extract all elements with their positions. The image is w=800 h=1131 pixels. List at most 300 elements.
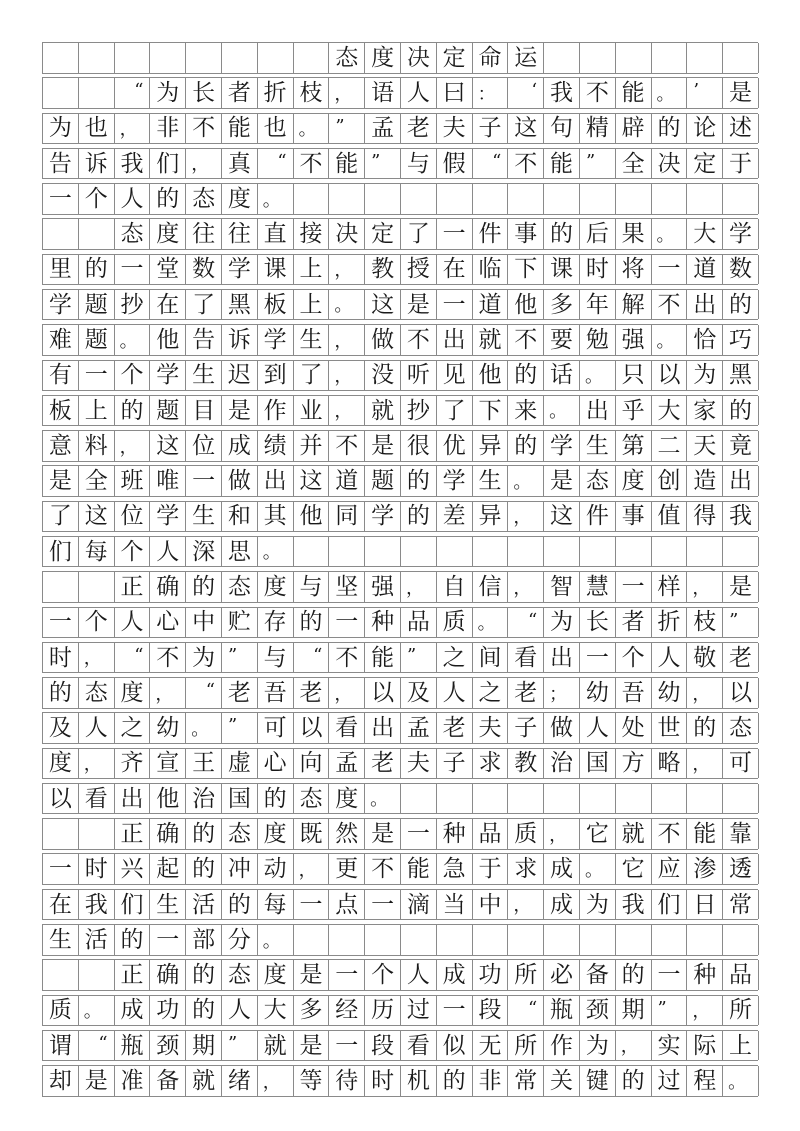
char-cell: 全 — [79, 466, 115, 496]
text-row — [42, 360, 758, 392]
char-cell: 吾 — [258, 678, 294, 708]
char-cell: 所 — [723, 996, 759, 1026]
char-cell: 态 — [222, 960, 258, 990]
char-cell: 孟 — [401, 713, 437, 743]
grid-cell-empty — [43, 819, 79, 849]
grid-cell-empty — [687, 784, 723, 814]
grid-cell-empty — [723, 184, 759, 214]
char-cell: 他 — [473, 361, 509, 391]
char-cell: 一 — [652, 255, 688, 285]
char-cell: ， — [186, 149, 222, 179]
grid-cell-empty — [723, 784, 759, 814]
char-cell: 数 — [723, 255, 759, 285]
char-cell: 度 — [150, 219, 186, 249]
char-cell: 成 — [437, 960, 473, 990]
char-cell: 话 — [544, 361, 580, 391]
char-cell: ， — [329, 361, 365, 391]
char-cell: 做 — [365, 325, 401, 355]
char-cell: 作 — [544, 1031, 580, 1061]
grid-cell-empty — [616, 184, 652, 214]
char-cell: 成 — [544, 890, 580, 920]
char-cell: 态 — [723, 713, 759, 743]
char-cell: ’ — [687, 78, 723, 108]
char-cell: 世 — [652, 713, 688, 743]
text-row — [42, 818, 758, 850]
char-cell: ： — [473, 78, 509, 108]
char-cell: 治 — [186, 784, 222, 814]
text-row — [42, 113, 758, 145]
text-row — [42, 1030, 758, 1062]
char-cell: 也 — [258, 114, 294, 144]
char-cell: 出 — [365, 713, 401, 743]
char-cell: 往 — [186, 219, 222, 249]
char-cell: 并 — [294, 431, 330, 461]
text-row — [42, 995, 758, 1027]
char-cell: 是 — [401, 290, 437, 320]
char-cell: 的 — [115, 925, 151, 955]
char-cell: 夫 — [401, 749, 437, 779]
char-cell: 的 — [258, 784, 294, 814]
char-cell: 。 — [580, 361, 616, 391]
char-cell: 。 — [652, 219, 688, 249]
char-cell: 位 — [186, 431, 222, 461]
char-cell: 确 — [150, 572, 186, 602]
char-cell: 们 — [43, 537, 79, 567]
char-cell: 向 — [294, 749, 330, 779]
char-cell: 不 — [508, 149, 544, 179]
text-row — [42, 959, 758, 991]
title-char-cell: 决 — [401, 43, 437, 73]
char-cell: 度 — [258, 572, 294, 602]
char-cell: 一 — [79, 361, 115, 391]
grid-cell-empty — [150, 43, 186, 73]
char-cell: 程 — [687, 1066, 723, 1096]
char-cell: 王 — [186, 749, 222, 779]
char-cell: 成 — [544, 854, 580, 884]
char-cell: 它 — [616, 854, 652, 884]
char-cell: 上 — [79, 396, 115, 426]
char-cell: 竟 — [723, 431, 759, 461]
char-cell: 在 — [437, 255, 473, 285]
char-cell: 迟 — [222, 361, 258, 391]
char-cell: 冲 — [222, 854, 258, 884]
char-cell: 方 — [616, 749, 652, 779]
char-cell: 有 — [43, 361, 79, 391]
grid-cell-empty — [544, 925, 580, 955]
char-cell: 老 — [294, 678, 330, 708]
char-cell: 。 — [544, 396, 580, 426]
char-cell: “ — [186, 678, 222, 708]
char-cell: 事 — [508, 219, 544, 249]
char-cell: ， — [544, 819, 580, 849]
char-cell: ， — [115, 431, 151, 461]
char-cell: ， — [329, 396, 365, 426]
char-cell: 我 — [544, 78, 580, 108]
text-row — [42, 465, 758, 497]
grid-cell-empty — [687, 43, 723, 73]
char-cell: 求 — [508, 854, 544, 884]
char-cell: 学 — [544, 431, 580, 461]
char-cell: 将 — [616, 255, 652, 285]
text-row — [42, 853, 758, 885]
char-cell: 句 — [544, 114, 580, 144]
char-cell: 能 — [616, 78, 652, 108]
char-cell: 生 — [150, 890, 186, 920]
char-cell: 段 — [365, 1031, 401, 1061]
char-cell: 一 — [437, 219, 473, 249]
char-cell: 齐 — [115, 749, 151, 779]
char-cell: 关 — [544, 1066, 580, 1096]
text-row — [42, 783, 758, 815]
char-cell: 智 — [544, 572, 580, 602]
char-cell: 态 — [222, 819, 258, 849]
char-cell: 是 — [79, 1066, 115, 1096]
char-cell: 这 — [79, 502, 115, 532]
char-cell: 准 — [115, 1066, 151, 1096]
char-cell: 目 — [186, 396, 222, 426]
char-cell: 黑 — [723, 361, 759, 391]
char-cell: 。 — [580, 854, 616, 884]
char-cell: 来 — [508, 396, 544, 426]
char-cell: 就 — [258, 1031, 294, 1061]
char-cell: 国 — [222, 784, 258, 814]
char-cell: 部 — [186, 925, 222, 955]
char-cell: 不 — [508, 325, 544, 355]
text-row — [42, 395, 758, 427]
char-cell: 。 — [186, 713, 222, 743]
char-cell: 颈 — [150, 1031, 186, 1061]
char-cell: 间 — [473, 643, 509, 673]
char-cell: 时 — [580, 255, 616, 285]
char-cell: 无 — [473, 1031, 509, 1061]
grid-cell-empty — [222, 43, 258, 73]
char-cell: 勉 — [580, 325, 616, 355]
grid-cell-empty — [580, 43, 616, 73]
char-cell: 种 — [437, 819, 473, 849]
char-cell: 在 — [150, 290, 186, 320]
char-cell: ” — [580, 149, 616, 179]
char-cell: ， — [616, 1031, 652, 1061]
char-cell: 的 — [723, 290, 759, 320]
char-cell: 人 — [437, 678, 473, 708]
char-cell: 却 — [43, 1066, 79, 1096]
char-cell: 生 — [43, 925, 79, 955]
grid-cell-empty — [401, 537, 437, 567]
char-cell: 创 — [652, 466, 688, 496]
char-cell: 信 — [473, 572, 509, 602]
char-cell: 这 — [508, 114, 544, 144]
char-cell: 只 — [616, 361, 652, 391]
composition-grid — [42, 42, 758, 1097]
char-cell: 件 — [473, 219, 509, 249]
grid-cell-empty — [508, 184, 544, 214]
text-row — [42, 1065, 758, 1097]
char-cell: 夫 — [473, 713, 509, 743]
char-cell: 是 — [723, 78, 759, 108]
char-cell: 经 — [329, 996, 365, 1026]
char-cell: 了 — [437, 396, 473, 426]
char-cell: 乎 — [616, 396, 652, 426]
grid-cell-empty — [365, 184, 401, 214]
grid-cell-empty — [616, 784, 652, 814]
char-cell: 幼 — [580, 678, 616, 708]
char-cell: 孟 — [329, 749, 365, 779]
char-cell: 一 — [365, 890, 401, 920]
char-cell: 值 — [652, 502, 688, 532]
char-cell: 作 — [258, 396, 294, 426]
char-cell: ， — [329, 78, 365, 108]
char-cell: 之 — [473, 678, 509, 708]
char-cell: 老 — [508, 678, 544, 708]
char-cell: 没 — [365, 361, 401, 391]
char-cell: 不 — [329, 643, 365, 673]
char-cell: 的 — [401, 466, 437, 496]
char-cell: 不 — [329, 431, 365, 461]
grid-cell-empty — [687, 184, 723, 214]
char-cell: 成 — [115, 996, 151, 1026]
char-cell: 求 — [473, 749, 509, 779]
grid-cell-empty — [79, 43, 115, 73]
title-char-cell: 运 — [508, 43, 544, 73]
char-cell: 强 — [616, 325, 652, 355]
char-cell: 一 — [294, 890, 330, 920]
char-cell: 就 — [365, 396, 401, 426]
char-cell: 我 — [79, 890, 115, 920]
grid-cell-empty — [365, 537, 401, 567]
char-cell: 上 — [723, 1031, 759, 1061]
char-cell: 不 — [652, 290, 688, 320]
char-cell: 异 — [473, 431, 509, 461]
grid-cell-empty — [115, 43, 151, 73]
char-cell: 时 — [365, 1066, 401, 1096]
char-cell: 的 — [616, 1066, 652, 1096]
char-cell: 为 — [580, 890, 616, 920]
grid-cell-empty — [580, 537, 616, 567]
grid-cell-empty — [652, 784, 688, 814]
char-cell: 必 — [544, 960, 580, 990]
char-cell: 及 — [401, 678, 437, 708]
char-cell: 成 — [222, 431, 258, 461]
char-cell: 到 — [258, 361, 294, 391]
char-cell: 了 — [294, 361, 330, 391]
char-cell: 题 — [365, 466, 401, 496]
char-cell: 一 — [115, 255, 151, 285]
char-cell: 课 — [544, 255, 580, 285]
char-cell: 生 — [186, 502, 222, 532]
char-cell: 长 — [186, 78, 222, 108]
char-cell: 确 — [150, 819, 186, 849]
char-cell: ， — [329, 678, 365, 708]
char-cell: 度 — [43, 749, 79, 779]
char-cell: 往 — [222, 219, 258, 249]
char-cell: 这 — [294, 466, 330, 496]
title-row — [42, 42, 758, 74]
char-cell: 品 — [723, 960, 759, 990]
char-cell: 造 — [687, 466, 723, 496]
char-cell: 之 — [115, 713, 151, 743]
grid-cell-empty — [473, 784, 509, 814]
char-cell: 辟 — [616, 114, 652, 144]
char-cell: 的 — [687, 713, 723, 743]
char-cell: 兴 — [115, 854, 151, 884]
text-row — [42, 254, 758, 286]
char-cell: 段 — [473, 996, 509, 1026]
char-cell: 是 — [222, 396, 258, 426]
char-cell: 滴 — [401, 890, 437, 920]
char-cell: 天 — [687, 431, 723, 461]
char-cell: 是 — [294, 960, 330, 990]
char-cell: 黑 — [222, 290, 258, 320]
char-cell: 日 — [687, 890, 723, 920]
char-cell: 老 — [401, 114, 437, 144]
grid-cell-empty — [401, 925, 437, 955]
char-cell: 心 — [150, 608, 186, 638]
char-cell: 看 — [401, 1031, 437, 1061]
char-cell: 处 — [616, 713, 652, 743]
char-cell: 述 — [723, 114, 759, 144]
char-cell: 出 — [687, 290, 723, 320]
text-row — [42, 712, 758, 744]
char-cell: 种 — [687, 960, 723, 990]
char-cell: ” — [365, 149, 401, 179]
char-cell: 生 — [186, 361, 222, 391]
char-cell: 老 — [437, 713, 473, 743]
char-cell: 幼 — [150, 713, 186, 743]
char-cell: 历 — [365, 996, 401, 1026]
char-cell: 样 — [652, 572, 688, 602]
char-cell: 难 — [43, 325, 79, 355]
char-cell: 夫 — [437, 114, 473, 144]
char-cell: 中 — [473, 890, 509, 920]
text-row — [42, 642, 758, 674]
char-cell: 题 — [79, 290, 115, 320]
char-cell: 一 — [43, 608, 79, 638]
char-cell: 能 — [544, 149, 580, 179]
char-cell: 优 — [437, 431, 473, 461]
char-cell: 板 — [258, 290, 294, 320]
char-cell: 是 — [365, 819, 401, 849]
char-cell: 态 — [294, 784, 330, 814]
grid-cell-empty — [687, 925, 723, 955]
char-cell: 度 — [329, 784, 365, 814]
text-row — [42, 501, 758, 533]
grid-cell-empty — [652, 537, 688, 567]
char-cell: 在 — [43, 890, 79, 920]
char-cell: 功 — [150, 996, 186, 1026]
char-cell: 我 — [115, 149, 151, 179]
char-cell: 者 — [222, 78, 258, 108]
char-cell: 动 — [258, 854, 294, 884]
char-cell: “ — [79, 1031, 115, 1061]
char-cell: 唯 — [150, 466, 186, 496]
char-cell: ， — [687, 572, 723, 602]
char-cell: 。 — [652, 78, 688, 108]
char-cell: 生 — [294, 325, 330, 355]
char-cell: 出 — [115, 784, 151, 814]
char-cell: 诉 — [79, 149, 115, 179]
char-cell: 人 — [115, 608, 151, 638]
char-cell: 就 — [616, 819, 652, 849]
char-cell: 等 — [294, 1066, 330, 1096]
text-row — [42, 324, 758, 356]
char-cell: 了 — [43, 502, 79, 532]
char-cell: 幼 — [652, 678, 688, 708]
char-cell: 与 — [258, 643, 294, 673]
grid-cell-empty — [723, 925, 759, 955]
char-cell: 曰 — [437, 78, 473, 108]
char-cell: 看 — [329, 713, 365, 743]
char-cell: 以 — [723, 678, 759, 708]
char-cell: 学 — [43, 290, 79, 320]
char-cell: 正 — [115, 819, 151, 849]
char-cell: 。 — [258, 925, 294, 955]
char-cell: ” — [222, 643, 258, 673]
char-cell: 备 — [150, 1066, 186, 1096]
char-cell: 件 — [580, 502, 616, 532]
char-cell: 吾 — [616, 678, 652, 708]
char-cell: 我 — [723, 502, 759, 532]
char-cell: 为 — [150, 78, 186, 108]
title-char-cell: 定 — [437, 43, 473, 73]
char-cell: 分 — [222, 925, 258, 955]
char-cell: 人 — [401, 960, 437, 990]
char-cell: 了 — [401, 219, 437, 249]
char-cell: 以 — [652, 361, 688, 391]
char-cell: 一 — [43, 184, 79, 214]
char-cell: 题 — [150, 396, 186, 426]
char-cell: 一 — [437, 290, 473, 320]
char-cell: 直 — [258, 219, 294, 249]
char-cell: ， — [150, 678, 186, 708]
char-cell: 于 — [473, 854, 509, 884]
char-cell: 一 — [186, 466, 222, 496]
char-cell: 的 — [115, 396, 151, 426]
char-cell: 质 — [508, 819, 544, 849]
char-cell: 常 — [508, 1066, 544, 1096]
char-cell: 上 — [294, 290, 330, 320]
char-cell: 时 — [43, 643, 79, 673]
char-cell: 度 — [222, 184, 258, 214]
char-cell: 为 — [43, 114, 79, 144]
char-cell: 他 — [508, 290, 544, 320]
char-cell: “ — [508, 608, 544, 638]
char-cell: 它 — [580, 819, 616, 849]
char-cell: 际 — [687, 1031, 723, 1061]
grid-cell-empty — [508, 537, 544, 567]
char-cell: 。 — [79, 996, 115, 1026]
char-cell: 之 — [437, 643, 473, 673]
grid-cell-empty — [43, 43, 79, 73]
char-cell: 过 — [401, 996, 437, 1026]
char-cell: 种 — [365, 608, 401, 638]
text-row — [42, 607, 758, 639]
grid-cell-empty — [437, 537, 473, 567]
char-cell: 深 — [186, 537, 222, 567]
grid-cell-empty — [43, 78, 79, 108]
grid-cell-empty — [544, 784, 580, 814]
char-cell: 一 — [329, 608, 365, 638]
char-cell: 告 — [186, 325, 222, 355]
char-cell: 存 — [258, 608, 294, 638]
char-cell: 人 — [115, 184, 151, 214]
grid-cell-empty — [544, 184, 580, 214]
grid-cell-empty — [43, 572, 79, 602]
grid-cell-empty — [365, 925, 401, 955]
char-cell: 当 — [437, 890, 473, 920]
char-cell: ” — [222, 1031, 258, 1061]
char-cell: 瓶 — [115, 1031, 151, 1061]
char-cell: 接 — [294, 219, 330, 249]
